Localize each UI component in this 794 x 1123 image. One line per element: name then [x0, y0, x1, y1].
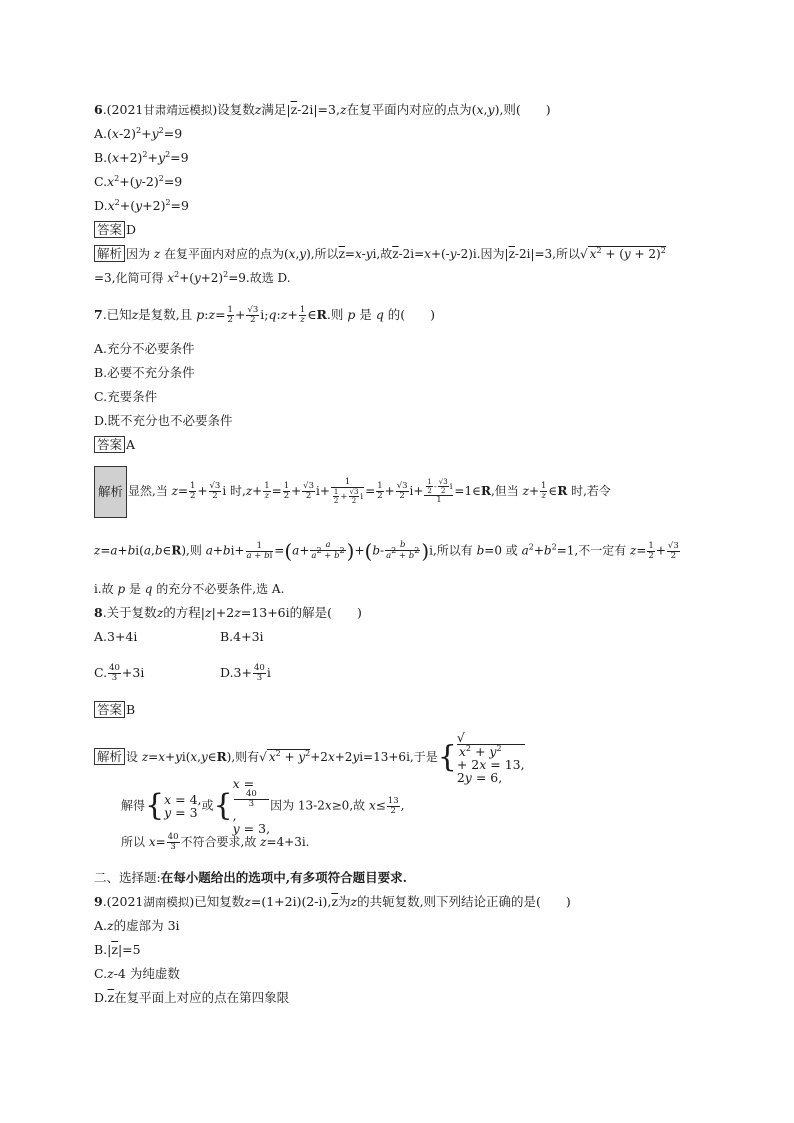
q9-option-c: C.z-4 为纯虚数 [94, 966, 180, 981]
section2-instruction: 在每小题给出的选项中,有多项符合题目要求. [160, 870, 407, 885]
q9-stem: 9.(2021湖南模拟)已知复数$z=(1+2i)(2-i),\overline{z}$为z的共轭复数,则下列结论正确的是( ) [94, 894, 571, 909]
q6-answer-value: D [126, 222, 137, 237]
q6-option-c: $C.x^2+(y-2)^2=9$ [94, 174, 183, 189]
q6-analysis-line1: 解析 因为 z 在复平面内对应的点为(x,y),所以$\overline{z}=x-yi$,故$\overline{z}-2i=x+(-y-2)i$.因为$|\overline{z}-2i|=3$,所以√ $x^2 + (y + 2)^2$ [94, 245, 666, 263]
q6-analysis-line2: =3,化简可得 $x^2+(y+2)^2=9$.故选 D. [94, 270, 291, 285]
q9-number: 9 [94, 894, 103, 909]
q8-option-a: A.3+4i [94, 629, 138, 644]
q6-option-a: $A.(x-2)^2+y^2=9$ [94, 126, 183, 141]
q8-analysis-line1: 解析 设 z=x+yi(x,y∈R),则有√ $x^2 + y^2+2x+2yi=13+6i$,于是{ √ $x^2 + y^2$ + 2x = 13, 2y = 6, [94, 731, 525, 784]
q7-stem: 7.已知z是复数,且 p:z= $\frac{1}{2}$ + $\frac{√3}{2}$ i;q:z+ $\frac{1}{z}$ ∈R.则 p 是 q 的( ) [94, 305, 436, 325]
q6-stem: 6.(2021甘肃靖远模拟)设复数z满足$|\overline{z}-2i|=3,z$在复平面内对应的点为(x,y),则( ) [94, 102, 551, 117]
q6-option-b: $B.(x+2)^2+y^2=9$ [94, 150, 189, 165]
q7-analysis-line3: i.故 p 是 q 的充分不必要条件,选 A. [94, 582, 285, 596]
q9-option-b: $B.|\overline{z}|=5$ [94, 942, 141, 957]
q6-option-d: $D.x^2+(y+2)^2=9$ [94, 198, 189, 213]
q7-number: 7 [94, 307, 103, 322]
q8-analysis-line2: 解得{ x = 4, y = 3 或{ x = 40 3 , y = 3, 因为 13-2x≥0,故 x≤ $\frac{13}{2}$ , [121, 776, 405, 836]
q9-option-d: $D.\overline{z}$在复平面上对应的点在第四象限 [94, 990, 290, 1005]
q7-analysis-line2: z=a+bi(a,b∈R),则 a+bi+ $\frac{1}{a + bi}$ =(a+ $\frac{a}{a^2 + b^2}$ )+(b- $\frac{b}{a^2 + b^2}$ )i,所以有 b=0 或 $a^2+b^2=1$,不一定有 z= $\frac{1}{2}$ + $\frac{√3}{2}$ [94, 539, 679, 563]
q7-answer-value: A [126, 437, 136, 452]
q7-option-d: D.既不充分也不必要条件 [94, 413, 233, 428]
q8-answer: 答案 B [94, 701, 135, 719]
q8-number: 8 [94, 605, 103, 620]
q7-analysis-line1: 显然,当 z= $\frac{1}{2}$ + $\frac{√3}{2}$ i 时,z+ $\frac{1}{z}$ = $\frac{1}{2}$ + $\frac{√3}{2}$ i+ 1 $\frac{1}{2}$ + $\frac{√3}{2}$ i = $\frac{1}{2}$ + $\frac{√3}{2}$ i+ $\frac{1}{2}$ - $\frac{√3}{2}$ i 1 =1∈R,但当 z+ $\frac{1}{z}$ ∈R 时,若令 [128, 477, 611, 505]
q6-answer [94, 221, 136, 239]
q7-option-a: A.充分不必要条件 [94, 341, 195, 356]
section2-heading [94, 869, 407, 887]
section2-title: 二、选择题: [94, 870, 161, 885]
q7-analysis-label: 解析 [94, 466, 127, 518]
q8-option-b: B.4+3i [220, 629, 264, 644]
answer-label: 答案 [94, 221, 125, 238]
q8-analysis-line3: 所以 x= $\frac{40}{3}$ 不符合要求,故 z=4+3i. [121, 832, 310, 852]
q7-answer: 答案 A [94, 436, 135, 454]
q7-option-c: C.充要条件 [94, 389, 158, 404]
q8-stem: 8.关于复数z的方程|z|+2z=13+6i的解是( ) [94, 605, 362, 620]
q9-option-a: A.z的虚部为 3i [94, 918, 180, 933]
q6-number: 6 [94, 102, 103, 117]
q8-option-c: C. $\frac{40}{3}$ +3i [94, 663, 145, 683]
q8-option-d: D.3+ $\frac{40}{3}$ i [220, 663, 271, 683]
q8-answer-value: B [126, 702, 136, 717]
analysis-label: 解析 [94, 245, 125, 262]
q7-option-b: B.必要不充分条件 [94, 365, 195, 380]
